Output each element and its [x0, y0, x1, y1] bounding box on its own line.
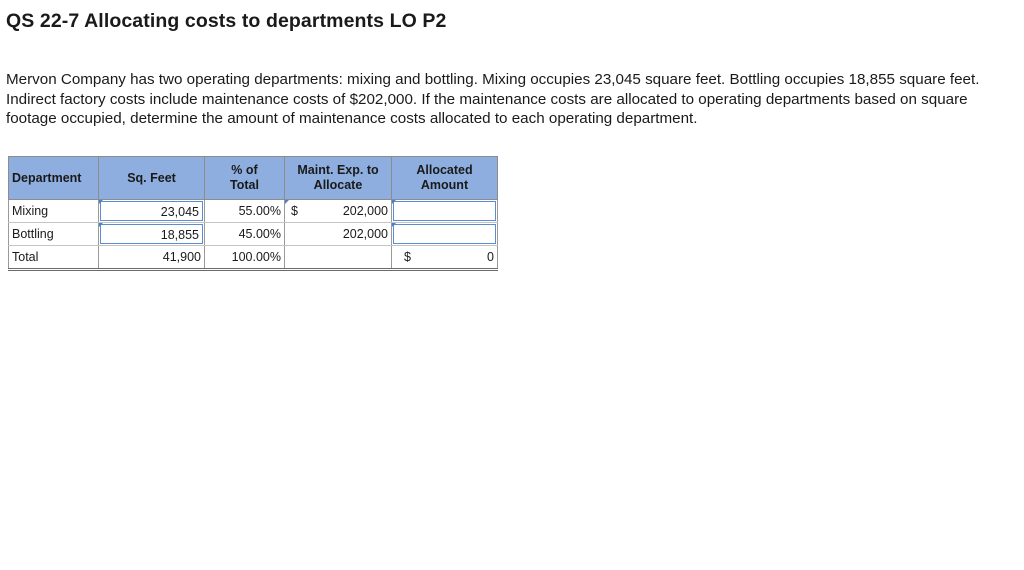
header-pct-total-line1: % of — [231, 163, 258, 177]
allocated-amount-total — [392, 246, 498, 270]
pct-total-cell: 55.00% — [205, 200, 285, 223]
header-department: Department — [9, 157, 99, 200]
allocated-amount-input-box[interactable] — [393, 224, 496, 244]
maint-exp-value: 202,000 — [342, 204, 388, 218]
allocated-amount-input-box[interactable] — [393, 201, 496, 221]
table-row-bottling — [9, 223, 498, 246]
page-title: QS 22-7 Allocating costs to departments LO P2 — [6, 10, 447, 32]
table-row-mixing — [9, 200, 498, 223]
header-maint-exp-line1: Maint. Exp. to — [297, 163, 379, 177]
department-cell: Bottling — [9, 223, 99, 246]
allocated-amount-input[interactable] — [392, 223, 498, 246]
header-pct-total — [205, 157, 285, 200]
department-cell: Total — [9, 246, 99, 270]
table-header-row — [9, 157, 498, 200]
header-allocated-line2: Amount — [420, 178, 469, 192]
maint-exp-total — [285, 246, 392, 270]
pct-total-sum: 100.00% — [205, 246, 285, 270]
header-pct-total-line2: Total — [230, 178, 259, 192]
table-row-total — [9, 246, 498, 270]
sq-feet-input-box[interactable] — [100, 201, 203, 221]
header-allocated-line1: Allocated — [416, 163, 473, 177]
input-corner-marker — [99, 200, 103, 204]
sq-feet-input-box[interactable] — [100, 224, 203, 244]
allocated-total-value: 0 — [487, 250, 494, 264]
input-corner-marker — [99, 223, 103, 227]
department-cell: Mixing — [9, 200, 99, 223]
header-maint-exp-line2: Allocate — [313, 178, 363, 192]
sq-feet-value: 18,855 — [160, 228, 199, 242]
allocated-amount-input[interactable] — [392, 200, 498, 223]
sq-feet-value: 23,045 — [160, 205, 199, 219]
maint-exp-cell — [285, 223, 392, 246]
sq-feet-input[interactable] — [99, 200, 205, 223]
dollar-sign: $ — [291, 204, 298, 218]
input-corner-marker — [392, 200, 396, 204]
sq-feet-input[interactable] — [99, 223, 205, 246]
input-corner-marker — [392, 223, 396, 227]
header-sq-feet: Sq. Feet — [99, 157, 205, 200]
pct-total-cell: 45.00% — [205, 223, 285, 246]
maint-exp-cell — [285, 200, 392, 223]
question-text: Mervon Company has two operating departments: mixing and bottling. Mixing occupies 23,045 square feet. Bottling occupies 18,855 square feet. Indirect factory costs include maintenance costs of $202,000. If the maintenance costs are allocated to operating departments based on square footage occupied, determine the amount of maintenance costs allocated to each operating department. — [6, 71, 980, 127]
maint-exp-value: 202,000 — [342, 227, 388, 241]
allocation-table — [8, 156, 498, 271]
header-maint-exp — [285, 157, 392, 200]
header-allocated-amount — [392, 157, 498, 200]
input-corner-marker — [285, 200, 289, 204]
dollar-sign: $ — [404, 250, 411, 264]
sq-feet-total: 41,900 — [99, 246, 205, 270]
